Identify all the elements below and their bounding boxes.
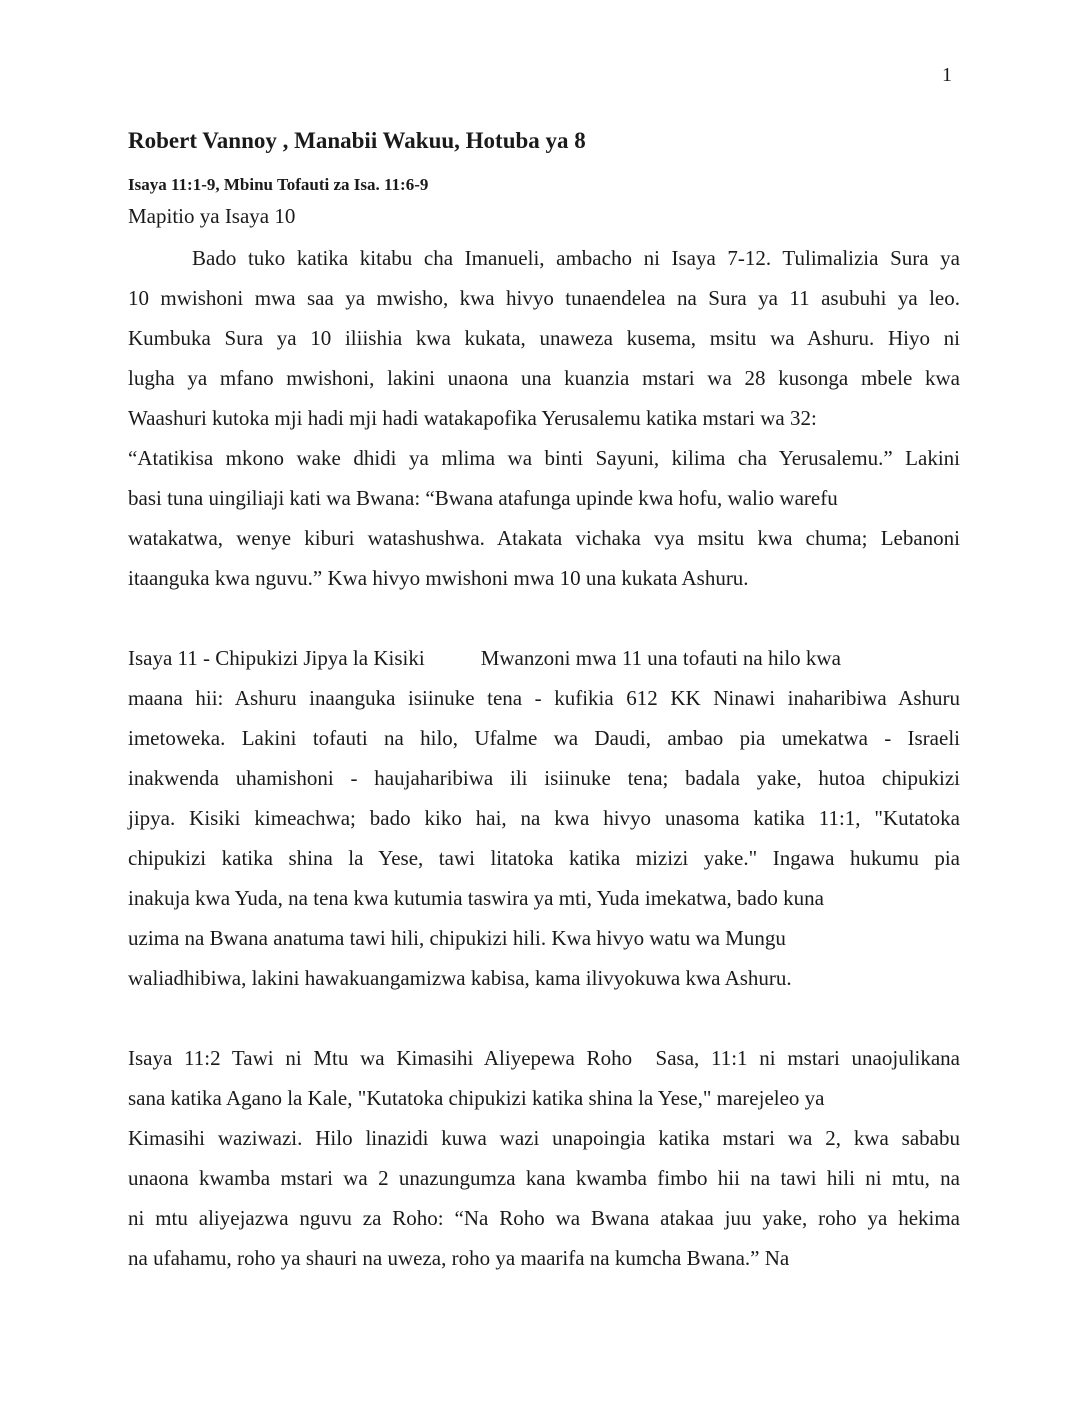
text-line: “Atatikisa mkono wake dhidi ya mlima wa binti Sayuni, kilima cha Yerusalemu.” Lakini — [128, 446, 960, 470]
text-line: Kumbuka Sura ya 10 iliishia kwa kukata, unaweza kusema, msitu wa Ashuru. Hiyo ni — [128, 326, 960, 350]
text-line: chipukizi katika shina la Yese, tawi litatoka katika mizizi yake." Ingawa hukumu pia — [128, 846, 960, 870]
document-title: Robert Vannoy , Manabii Wakuu, Hotuba ya 8 — [128, 128, 586, 153]
text-line — [128, 638, 960, 678]
text-line: 10 mwishoni mwa saa ya mwisho, kwa hivyo tunaendelea na Sura ya 11 asubuhi ya leo. — [128, 286, 960, 310]
text-line: jipya. Kisiki kimeachwa; bado kiko hai, na kwa hivyo unasoma katika 11:1, "Kutatoka — [128, 806, 960, 830]
page-number: 1 — [942, 64, 952, 86]
text-line: inakuja kwa Yuda, na tena kwa kutumia taswira ya mti, Yuda imekatwa, bado kuna — [128, 886, 824, 910]
text-line: waliadhibiwa, lakini hawakuangamizwa kabisa, kama ilivyokuwa kwa Ashuru. — [128, 966, 792, 990]
text-line: na ufahamu, roho ya shauri na uweza, roho ya maarifa na kumcha Bwana.” Na — [128, 1246, 790, 1270]
text-line: sana katika Agano la Kale, "Kutatoka chipukizi katika shina la Yese," marejeleo ya — [128, 1086, 825, 1110]
text-line: imetoweka. Lakini tofauti na hilo, Ufalme wa Daudi, ambao pia umekatwa - Israeli — [128, 726, 960, 750]
text-line: Waashuri kutoka mji hadi mji hadi watakapofika Yerusalemu katika mstari wa 32: — [128, 406, 817, 430]
text-line: watakatwa, wenye kiburi watashushwa. Atakata vichaka vya msitu kwa chuma; Lebanoni — [128, 526, 960, 550]
text-line: itaanguka kwa nguvu.” Kwa hivyo mwishoni mwa 10 una kukata Ashuru. — [128, 566, 749, 590]
text-line: inakwenda uhamishoni - haujaharibiwa ili isiinuke tena; badala yake, hutoa chipukizi — [128, 766, 960, 790]
section-heading-new-shoot: Isaya 11 - Chipukizi Jipya la Kisiki — [128, 646, 425, 670]
text-line: maana hii: Ashuru inaanguka isiinuke tena - kufikia 612 KK Ninawi inaharibiwa Ashuru — [128, 686, 960, 710]
paragraph-new-shoot — [128, 638, 960, 998]
paragraph-review — [128, 238, 960, 598]
document-subtitle: Isaya 11:1-9, Mbinu Tofauti za Isa. 11:6-9 — [128, 175, 429, 194]
text-line: Bado tuko katika kitabu cha Imanueli, ambacho ni Isaya 7-12. Tulimalizia Sura ya — [192, 246, 960, 270]
text-line — [128, 1038, 960, 1078]
paragraph-lead: Sasa, 11:1 ni mstari unaojulikana — [655, 1046, 961, 1070]
text-line: unaona kwamba mstari wa 2 unazungumza kana kwamba fimbo hii na tawi hili ni mtu, na — [128, 1166, 960, 1190]
paragraph-lead: Mwanzoni mwa 11 una tofauti na hilo kwa — [480, 646, 841, 670]
text-line: basi tuna uingiliaji kati wa Bwana: “Bwana atafunga upinde kwa hofu, walio warefu — [128, 486, 838, 510]
text-line: uzima na Bwana anatuma tawi hili, chipukizi hili. Kwa hivyo watu wa Mungu — [128, 926, 786, 950]
paragraph-messianic-branch — [128, 1038, 960, 1278]
text-line: Kimasihi waziwazi. Hilo linazidi kuwa wazi unapoingia katika mstari wa 2, kwa sababu — [128, 1126, 960, 1150]
text-line: ni mtu aliyejazwa nguvu za Roho: “Na Roho wa Bwana atakaa juu yake, roho ya hekima — [128, 1206, 960, 1230]
section-heading-review-isaiah-10: Mapitio ya Isaya 10 — [128, 204, 296, 228]
text-line: lugha ya mfano mwishoni, lakini unaona una kuanzia mstari wa 28 kusonga mbele kwa — [128, 366, 960, 390]
section-heading-messianic-branch: Isaya 11:2 Tawi ni Mtu wa Kimasihi Aliyepewa Roho — [128, 1046, 633, 1070]
